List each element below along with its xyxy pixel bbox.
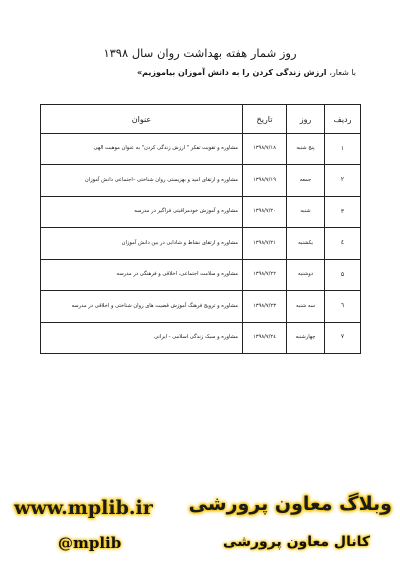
row-number: ۱ xyxy=(325,134,361,165)
table-row xyxy=(41,134,361,165)
row-date: ۱۳۹۸/۷/۲۲ xyxy=(243,259,287,290)
subtitle-prefix: با شعار، xyxy=(329,68,356,77)
header-row-number: ردیف xyxy=(325,105,361,134)
row-date: ۱۳۹۸/۷/۲۰ xyxy=(243,196,287,227)
table-row xyxy=(41,228,361,259)
row-number: ۲ xyxy=(325,165,361,196)
row-date: ۱۳۹۸/۷/۲٤ xyxy=(243,322,287,353)
watermark-url: www.mplib.ir xyxy=(14,497,153,519)
row-title: مشاوره و تقویت تفکر " ارزش زندگی کردن" به عنوان موهبت الهی xyxy=(41,134,243,165)
row-day: شنبه xyxy=(287,196,325,227)
row-date: ۱۳۹۸/۷/۲۳ xyxy=(243,291,287,322)
table-row xyxy=(41,196,361,227)
document-title: روز شمار هفته بهداشت روان سال ۱۳۹۸ xyxy=(103,46,297,60)
row-day: پنج شنبه xyxy=(287,134,325,165)
row-day: دوشنبه xyxy=(287,259,325,290)
row-number: ۵ xyxy=(325,259,361,290)
row-title: مشاوره و ارتقای امید و بهزیستی روان شناختی –اجتماعی دانش آموزان xyxy=(41,165,243,196)
schedule-table xyxy=(40,104,361,354)
header-day: روز xyxy=(287,105,325,134)
row-number: ٦ xyxy=(325,291,361,322)
row-number: ۷ xyxy=(325,322,361,353)
row-day: سه شنبه xyxy=(287,291,325,322)
table-row xyxy=(41,259,361,290)
watermark-handle: @mplib xyxy=(58,534,122,552)
row-date: ۱۳۹۸/۷/۱۹ xyxy=(243,165,287,196)
table-header-row xyxy=(41,105,361,134)
table-row xyxy=(41,165,361,196)
row-title: مشاوره و سلامت اجتماعی، اخلاقی و فرهنگی در مدرسه xyxy=(41,259,243,290)
row-title: مشاوره و سبک زندگی اسلامی - ایرانی xyxy=(41,322,243,353)
row-title: مشاوره و ارتقای نشاط و شادابی در بین دانش آموزان xyxy=(41,228,243,259)
subtitle-slogan: ارزش زندگی کردن را به دانش آموزان بیاموزیم» xyxy=(136,68,327,77)
row-title: مشاوره و آموزش خودمراقبتی فراگیر در مدرسه xyxy=(41,196,243,227)
header-title: عنوان xyxy=(41,105,243,134)
row-date: ۱۳۹۸/۷/۲۱ xyxy=(243,228,287,259)
row-date: ۱۳۹۸/۷/۱۸ xyxy=(243,134,287,165)
row-number: ٤ xyxy=(325,228,361,259)
table-row xyxy=(41,291,361,322)
row-day: یکشنبه xyxy=(287,228,325,259)
row-day: چهارشنبه xyxy=(287,322,325,353)
document-subtitle xyxy=(36,68,356,77)
row-title: مشاوره و ترویج فرهنگ آموزش قضیت های روان شناختی و اخلاقی در مدرسه xyxy=(41,291,243,322)
row-day: جمعه xyxy=(287,165,325,196)
row-number: ۳ xyxy=(325,196,361,227)
header-date: تاریخ xyxy=(243,105,287,134)
table-row xyxy=(41,322,361,353)
watermark-channel-name: کانال معاون پرورشی xyxy=(223,534,370,550)
watermark-blog-name: وبلاگ معاون پرورشی xyxy=(188,493,392,515)
